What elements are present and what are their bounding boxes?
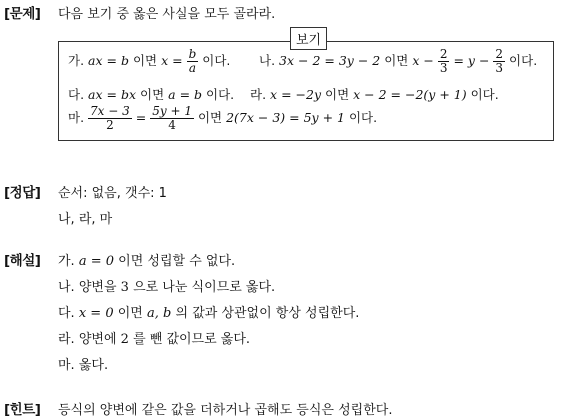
explanation-line-4: 라. 양변에 2 를 뺀 값이므로 옳다. — [58, 332, 251, 347]
answer-choices: 나, 라, 마 — [58, 212, 113, 227]
choice-na: 나. 3x − 2 = 3y − 2 이면 x − $\frac{2}{3}$ = y − $\frac{2}{3}$ 이다. — [259, 47, 538, 75]
choice-ga: 가. ax = b 이면 x = $\frac{b}{a}$ 이다. — [68, 47, 231, 75]
explanation-line-1: 가. a = 0 이면 성립할 수 없다. — [58, 254, 236, 269]
answer-order-count: 순서: 없음, 갯수: 1 — [58, 186, 167, 201]
explanation-label: [해설] — [4, 253, 41, 269]
choice-ra: 라. x = −2y 이면 x − 2 = −2(y + 1) 이다. — [250, 87, 499, 102]
explanation-line-3: 다. x = 0 이면 a, b 의 값과 상관없이 항상 성립한다. — [58, 306, 360, 321]
hint-label: [힌트] — [4, 402, 41, 418]
choices-box-title: 보기 — [290, 27, 327, 50]
choice-da: 다. ax = bx 이면 a = b 이다. — [68, 87, 235, 102]
explanation-line-2: 나. 양변을 3 으로 나눈 식이므로 옳다. — [58, 280, 276, 295]
choice-ma: 마. $\frac{7x - 3}{2}$ = $\frac{5y + 1}{4}$ 이면 2(7x − 3) = 5y + 1 이다. — [68, 104, 378, 132]
hint-text: 등식의 양변에 같은 값을 더하거나 곱해도 등식은 성립한다. — [58, 403, 393, 418]
problem-text: 다음 보기 중 옳은 사실을 모두 골라라. — [58, 7, 276, 22]
explanation-line-5: 마. 옳다. — [58, 358, 109, 373]
problem-label: [문제] — [4, 6, 41, 22]
answer-label: [정답] — [4, 185, 41, 201]
